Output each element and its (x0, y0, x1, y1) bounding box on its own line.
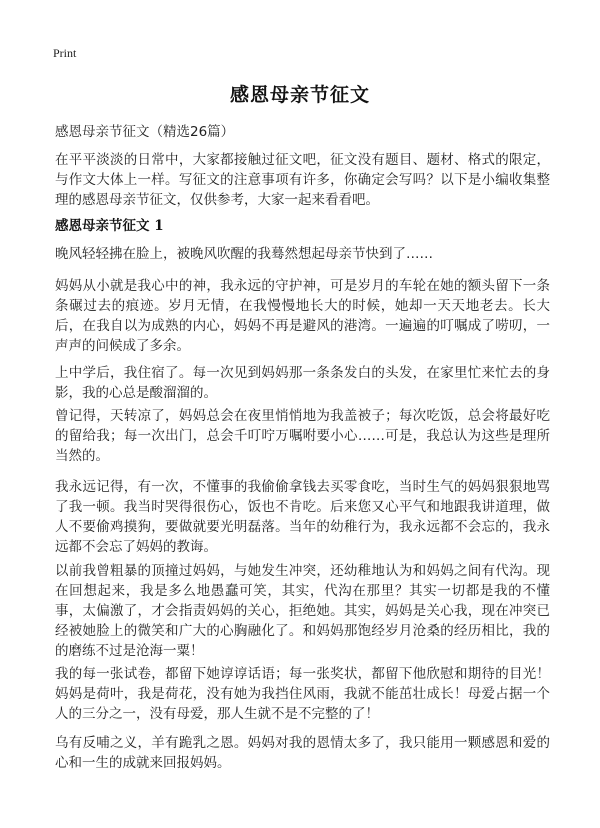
print-label[interactable]: Print (53, 46, 77, 60)
paragraph-8: 乌有反哺之义，羊有跪乳之恩。妈妈对我的恩情太多了，我只能用一颗感恩和爱的心和一生的成就来回报妈妈。 (55, 735, 550, 771)
page-title: 感恩母亲节征文 (229, 84, 370, 106)
paragraph-6: 以前我曾粗暴的顶撞过妈妈，与她发生冲突，还幼稚地认为和妈妈之间有代沟。现在回想起来，我是多么地愚蠢可笑，其实，代沟在那里？其实一切都是我的不懂事，太偏激了，才会指责妈妈的关心，拒绝她。其实，妈妈是关心我，现在冲突已经被她脸上的微笑和广大的心胸融化了。和妈妈那饱经岁月沧桑的经历相比，我的的磨练不过是沧海一粟！ (55, 563, 550, 659)
section-heading: 感恩母亲节征文 1 (55, 218, 164, 234)
paragraph-4: 曾记得，天转凉了，妈妈总会在夜里悄悄地为我盖被子；每次吃饭，总会将最好吃的留给我；每一次出门，总会千叮咛万嘱咐要小心……可是，我总认为这些是理所当然的。 (55, 408, 550, 464)
paragraph-5: 我永远记得，有一次，不懂事的我偷偷拿钱去买零食吃，当时生气的妈妈狠狠地骂了我一顿。我当时哭得很伤心，饭也不肯吃。后来您又心平气和地跟我讲道理，做人不要偷鸡摸狗，要做就要光明磊落。当年的幼稚行为，我永远都不会忘的，我永远都不会忘了妈妈的教诲。 (55, 479, 550, 555)
document-subtitle: 感恩母亲节征文（精选26篇） (55, 124, 235, 140)
paragraph-1: 晚风轻轻拂在脸上，被晚风吹醒的我蓦然想起母亲节快到了…… (55, 246, 433, 262)
paragraph-3: 上中学后，我住宿了。每一次见到妈妈那一条条发白的头发，在家里忙来忙去的身影，我的心总是酸溜溜的。 (55, 365, 550, 401)
intro-paragraph: 在平平淡淡的日常中，大家都接触过征文吧，征文没有题目、题材、格式的限定，与作文大体上一样。写征文的注意事项有许多，你确定会写吗？以下是小编收集整理的感恩母亲节征文，仅供参考，大家一起来看看吧。 (55, 152, 550, 208)
paragraph-2: 妈妈从小就是我心中的神，我永远的守护神，可是岁月的车轮在她的额头留下一条条碾过去的痕迹。岁月无情，在我慢慢地长大的时候，她却一天天地老去。长大后，在我自以为成熟的内心，妈妈不再是避风的港湾。一遍遍的叮嘱成了唠叨，一声声的问候成了多余。 (55, 278, 550, 354)
paragraph-7: 我的每一张试卷，都留下她谆谆话语；每一张奖状，都留下他欣慰和期待的目光！妈妈是荷叶，我是荷花，没有她为我挡住风雨，我就不能茁壮成长！母爱占据一个人的三分之一，没有母爱，那人生就不是不完整的了！ (55, 666, 550, 722)
